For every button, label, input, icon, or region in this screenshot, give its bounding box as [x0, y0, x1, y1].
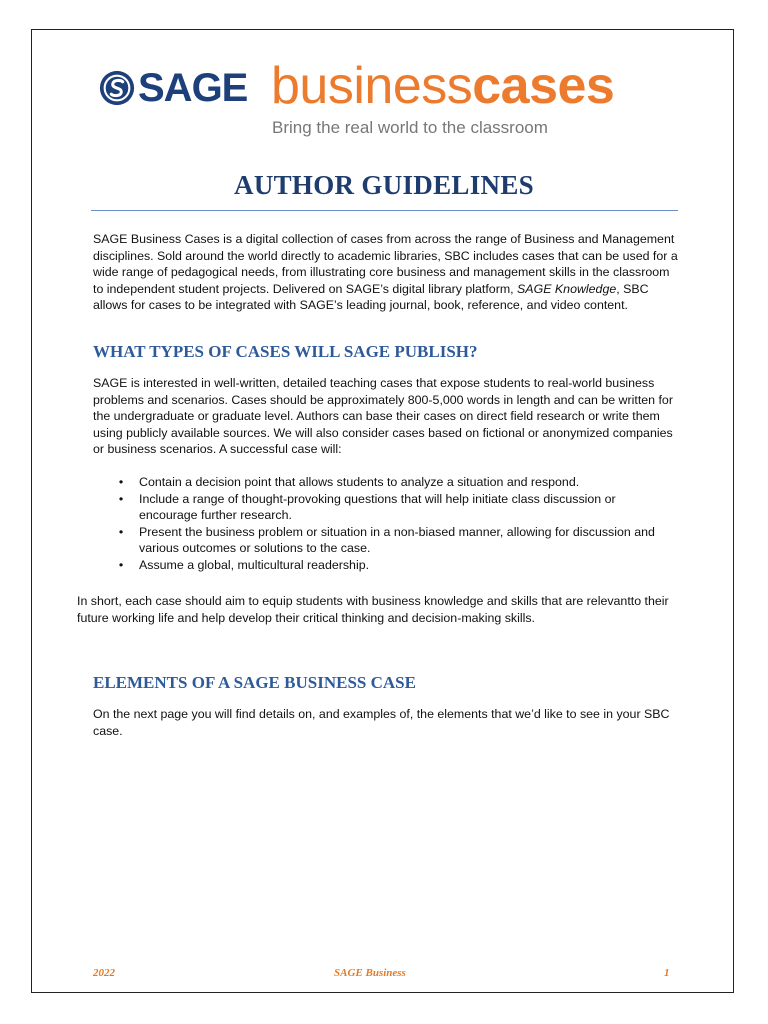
logo-tagline: Bring the real world to the classroom	[272, 118, 548, 137]
list-item	[117, 524, 677, 557]
section-heading-elements: ELEMENTS OF A SAGE BUSINESS CASE	[93, 673, 416, 692]
list-item-text: Assume a global, multicultural readership.	[139, 557, 370, 572]
intro-text-1: SAGE Business Cases is a digital collection of cases from across the range of Business and Management disciplines. Sold around the world directly to academic libraries, SBC includes cases that can be used for a wide range of pedagogical needs, from illustrating core business and management skills in the classroom to independent student projects. Delivered on SAGE’s digital library platform,	[93, 232, 678, 296]
list-item	[117, 491, 677, 524]
success-criteria-list	[117, 474, 677, 573]
elements-paragraph: On the next page you will find details on, and examples of, the elements that we’d like to see in your SBC case.	[93, 707, 670, 738]
cases-word: cases	[472, 57, 615, 115]
intro-paragraph	[93, 231, 679, 314]
list-item-text: Contain a decision point that allows students to analyze a situation and respond.	[139, 475, 580, 489]
summary-paragraph: In short, each case should aim to equip students with business knowledge and skills that are relevantto their future working life and help develop their critical thinking and decision-making skills.	[77, 594, 669, 625]
footer-year: 2022	[93, 967, 115, 979]
business-cases-wordmark	[271, 56, 614, 116]
bullet-icon: •	[118, 491, 124, 506]
list-item	[117, 557, 677, 574]
section-heading-case-types: WHAT TYPES OF CASES WILL SAGE PUBLISH?	[93, 342, 478, 361]
footer-page-number: 1	[664, 967, 670, 979]
footer-publisher: SAGE Business	[334, 967, 406, 979]
bullet-icon: •	[118, 557, 124, 572]
intro-text-2: , SBC allows for cases to be integrated with SAGE’s leading journal, book, reference, and video content.	[93, 281, 649, 312]
page-title: AUTHOR GUIDELINES	[234, 170, 534, 200]
bullet-icon: •	[118, 524, 124, 539]
sage-wordmark: SAGE	[138, 66, 248, 110]
sage-business-cases-logo	[98, 57, 678, 144]
list-item	[117, 474, 677, 491]
sage-logo	[98, 68, 247, 108]
bullet-icon: •	[118, 475, 124, 489]
intro-italic-platform: SAGE Knowledge	[517, 281, 617, 296]
sage-s-logo-icon	[98, 69, 136, 107]
list-item-text: Present the business problem or situation in a non-biased manner, allowing for discussion and various outcomes or solutions to the case.	[139, 524, 655, 555]
list-item-text: Include a range of thought-provoking questions that will help initiate class discussion or encourage further research.	[139, 491, 616, 522]
business-word: business	[271, 57, 473, 115]
case-types-paragraph: SAGE is interested in well-written, detailed teaching cases that expose students to real-world business problems and scenarios. Cases should be approximately 800-5,000 words in length and can be written for the undergraduate or graduate level. Authors can base their cases on direct field research or write them using publicly available sources. We will also consider cases based on fictional or anonymized companies or business scenarios. A successful case will:	[93, 376, 673, 456]
title-divider	[91, 210, 678, 211]
